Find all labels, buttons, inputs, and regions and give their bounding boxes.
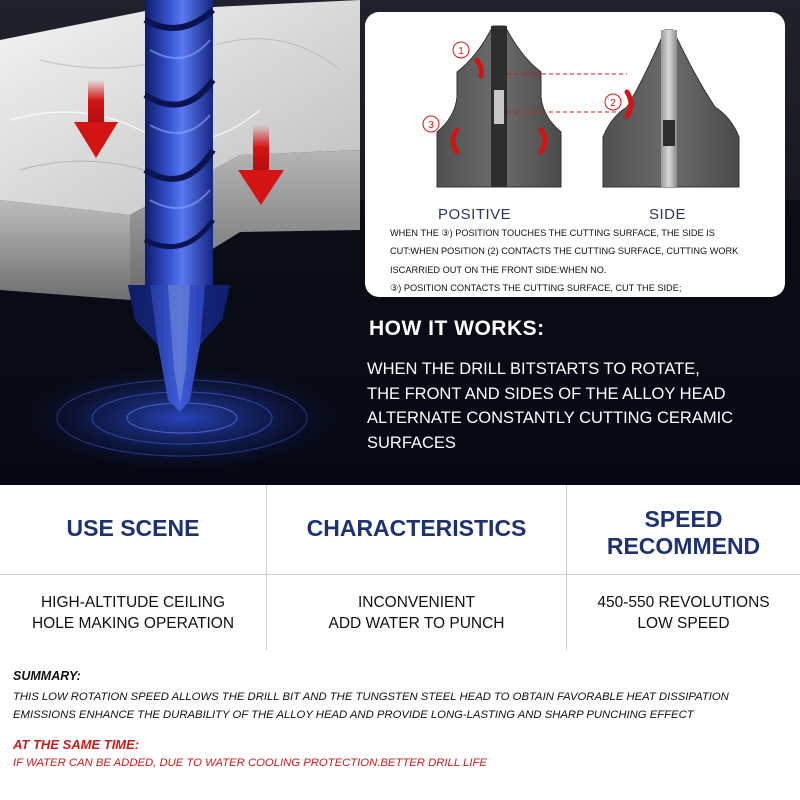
speed-column — [566, 485, 800, 650]
diagram-description-line: WHEN THE ③) POSITION TOUCHES THE CUTTING SURFACE, THE SIDE IS — [390, 228, 715, 238]
use-scene-value — [0, 592, 266, 634]
side-label: SIDE — [649, 206, 687, 223]
summary-body — [13, 688, 798, 724]
table-divider — [0, 574, 800, 575]
positive-view — [423, 26, 561, 187]
characteristics-value-line: ADD WATER TO PUNCH — [328, 615, 505, 632]
characteristics-column — [266, 485, 566, 650]
characteristics-value-line: INCONVENIENT — [357, 594, 476, 611]
marker-2: 2 — [610, 98, 616, 109]
how-it-works-line: SURFACES — [367, 433, 456, 452]
marble-slab-front — [0, 200, 130, 300]
use-scene-value-line: HOLE MAKING OPERATION — [31, 615, 235, 632]
diagram-description-line: CUT:WHEN POSITION (2) CONTACTS THE CUTTING SURFACE, CUTTING WORK — [390, 246, 739, 257]
summary-line: THIS LOW ROTATION SPEED ALLOWS THE DRILL BIT AND THE TUNGSTEN STEEL HEAD TO OBTAIN FAVORABLE HEAT DISSIPATION — [13, 691, 729, 703]
diagram-description-line: ISCARRIED OUT ON THE FRONT SIDE:WHEN NO. — [390, 264, 607, 275]
positive-label: POSITIVE — [438, 206, 512, 223]
how-it-works-body — [367, 357, 792, 455]
use-scene-header: USE SCENE — [66, 515, 200, 541]
diagram-description-line: ③) POSITION CONTACTS THE CUTTING SURFACE, CUT THE SIDE; — [390, 282, 682, 293]
use-scene-column — [0, 485, 266, 650]
summary-line: EMISSIONS ENHANCE THE DURABILITY OF THE ALLOY HEAD AND PROVIDE LONG-LASTING AND SHARP PUNCHING EFFECT — [13, 709, 694, 721]
how-it-works-line: THE FRONT AND SIDES OF THE ALLOY HEAD — [367, 384, 726, 403]
speed-value — [567, 592, 800, 634]
same-time-body: IF WATER CAN BE ADDED, DUE TO WATER COOLING PROTECTION.BETTER DRILL LIFE — [13, 757, 487, 769]
speed-header-line: RECOMMEND — [606, 533, 761, 559]
marker-3: 3 — [428, 120, 434, 131]
speed-header-line: SPEED — [644, 506, 723, 532]
use-scene-value-line: HIGH-ALTITUDE CEILING — [40, 594, 225, 611]
speed-header — [567, 506, 800, 560]
how-it-works-line: ALTERNATE CONSTANTLY CUTTING CERAMIC — [367, 409, 734, 427]
speed-value-line: 450-550 REVOLUTIONS — [597, 594, 770, 611]
characteristics-header: CHARACTERISTICS — [306, 515, 527, 541]
marker-1: 1 — [458, 46, 464, 57]
diagram-description — [390, 224, 775, 297]
cutting-diagram-card — [365, 12, 785, 297]
side-view — [603, 30, 739, 187]
same-time-title: AT THE SAME TIME: — [13, 737, 140, 752]
speed-value-line: LOW SPEED — [637, 615, 730, 632]
spec-table — [0, 485, 800, 650]
summary-title: SUMMARY: — [13, 669, 81, 683]
alloy-head-diagram — [365, 12, 785, 212]
how-it-works-line: WHEN THE DRILL BITSTARTS TO ROTATE, — [367, 360, 700, 378]
how-it-works-title: HOW IT WORKS: — [369, 317, 545, 340]
characteristics-value — [267, 592, 566, 634]
